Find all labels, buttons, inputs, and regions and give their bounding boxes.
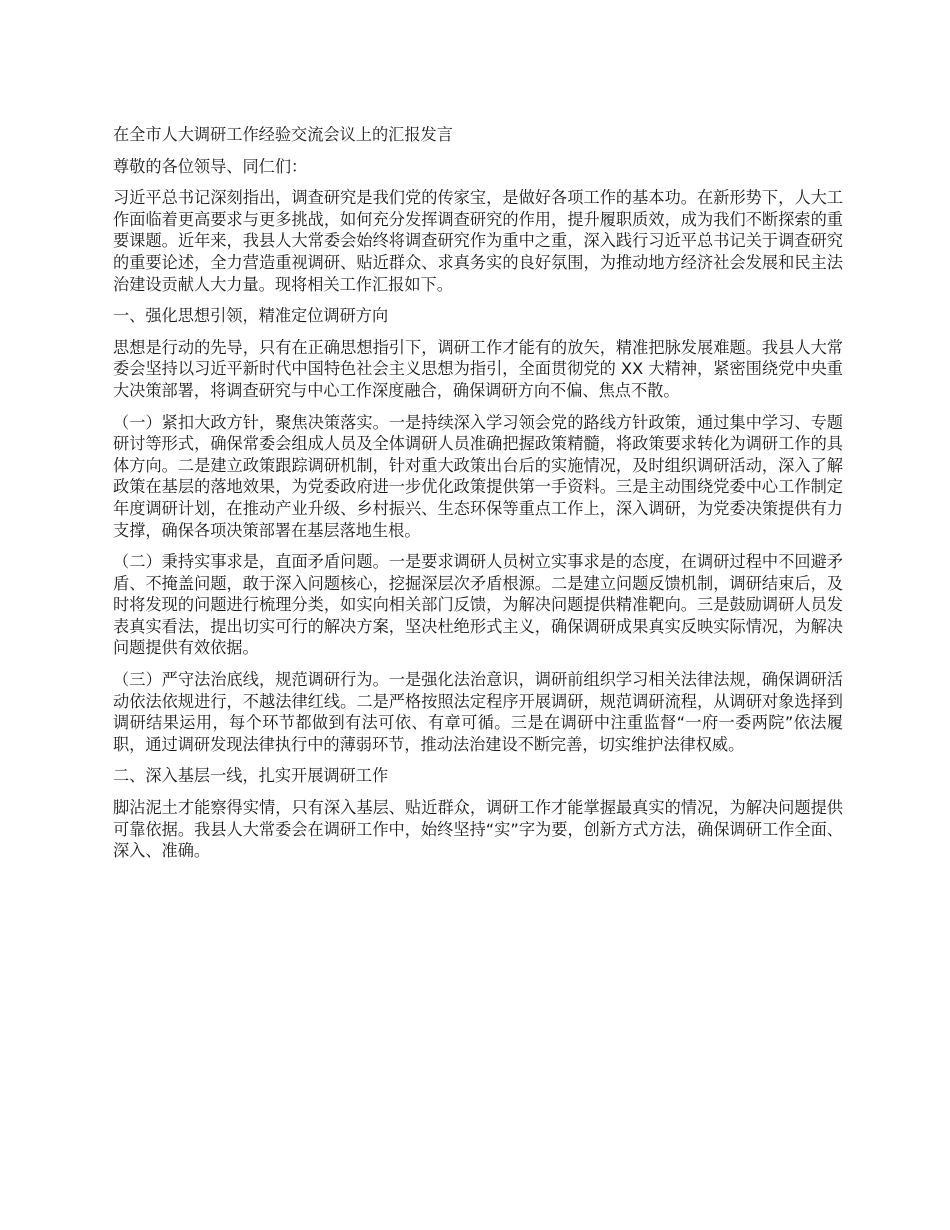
intro-paragraph: 习近平总书记深刻指出，调查研究是我们党的传家宝，是做好各项工作的基本功。在新形势下，人大工作面临着更高要求与更多挑战，如何充分发挥调查研究的作用，提升履职质效，成为我们不断探索的重要课题。近年来，我县人大常委会始终将调查研究作为重中之重，深入践行习近平总书记关于调查研究的重要论述，全力营造重视调研、贴近群众、求真务实的良好氛围，为推动地方经济社会发展和民主法治建设贡献人大力量。现将相关工作汇报如下。: [113, 188, 843, 294]
document-title: 在全市人大调研工作经验交流会议上的汇报发言: [113, 125, 453, 144]
section-2-heading: 二、深入基层一线，扎实开展调研工作: [113, 766, 389, 786]
document-body: [113, 124, 843, 872]
section-1-point-1: （一）紧扣大政方针，聚焦决策落实。一是持续深入学习领会党的路线方针政策，通过集中学习、专题研讨等形式，确保常委会组成人员及全体调研人员准确把握政策精髓，将政策要求转化为调研工作的具体方向。二是建立政策跟踪调研机制，针对重大政策出台后的实施情况，及时组织调研活动，深入了解政策在基层的落地效果，为党委政府进一步优化政策提供第一手资料。三是主动围绕党委中心工作制定年度调研计划，在推动产业升级、乡村振兴、生态环保等重点工作上，深入调研，为党委决策提供有力支撑，确保各项决策部署在基层落地生根。: [113, 412, 843, 540]
section-1-point-3: （三）严守法治底线，规范调研行为。一是强化法治意识，调研前组织学习相关法律法规，确保调研活动依法依规进行，不越法律红线。二是严格按照法定程序开展调研，规范调研流程，从调研对象选择到调研结果运用，每个环节都做到有法可依、有章可循。三是在调研中注重监督“一府一委两院”依法履职，通过调研发现法律执行中的薄弱环节，推动法治建设不断完善，切实维护法律权威。: [113, 670, 843, 754]
section-2-lead-paragraph: 脚沾泥土才能察得实情，只有深入基层、贴近群众，调研工作才能掌握最真实的情况，为解决问题提供可靠依据。我县人大常委会在调研工作中，始终坚持“实”字为要，创新方式方法，确保调研工作全面、深入、准确。: [113, 798, 843, 861]
section-1-heading: 一、强化思想引领，精准定位调研方向: [113, 306, 389, 326]
section-1-point-2: （二）秉持实事求是，直面矛盾问题。一是要求调研人员树立实事求是的态度，在调研过程中不回避矛盾、不掩盖问题，敢于深入问题核心，挖掘深层次矛盾根源。二是建立问题反馈机制，调研结束后，及时将发现的问题进行梳理分类，如实向相关部门反馈，为解决问题提供精准靶向。三是鼓励调研人员发表真实看法，提出切实可行的解决方案，坚决杜绝形式主义，确保调研成果真实反映实际情况，为解决问题提供有效依据。: [113, 552, 843, 658]
section-1-lead-paragraph: 思想是行动的先导，只有在正确思想指引下，调研工作才能有的放矢，精准把脉发展难题。我县人大常委会坚持以习近平新时代中国特色社会主义思想为指引，全面贯彻党的 XX 大精神，紧密围绕党中央重大决策部署，将调查研究与中心工作深度融合，确保调研方向不偏、焦点不散。: [113, 337, 843, 400]
greeting: 尊敬的各位领导、同仁们：: [113, 156, 308, 176]
